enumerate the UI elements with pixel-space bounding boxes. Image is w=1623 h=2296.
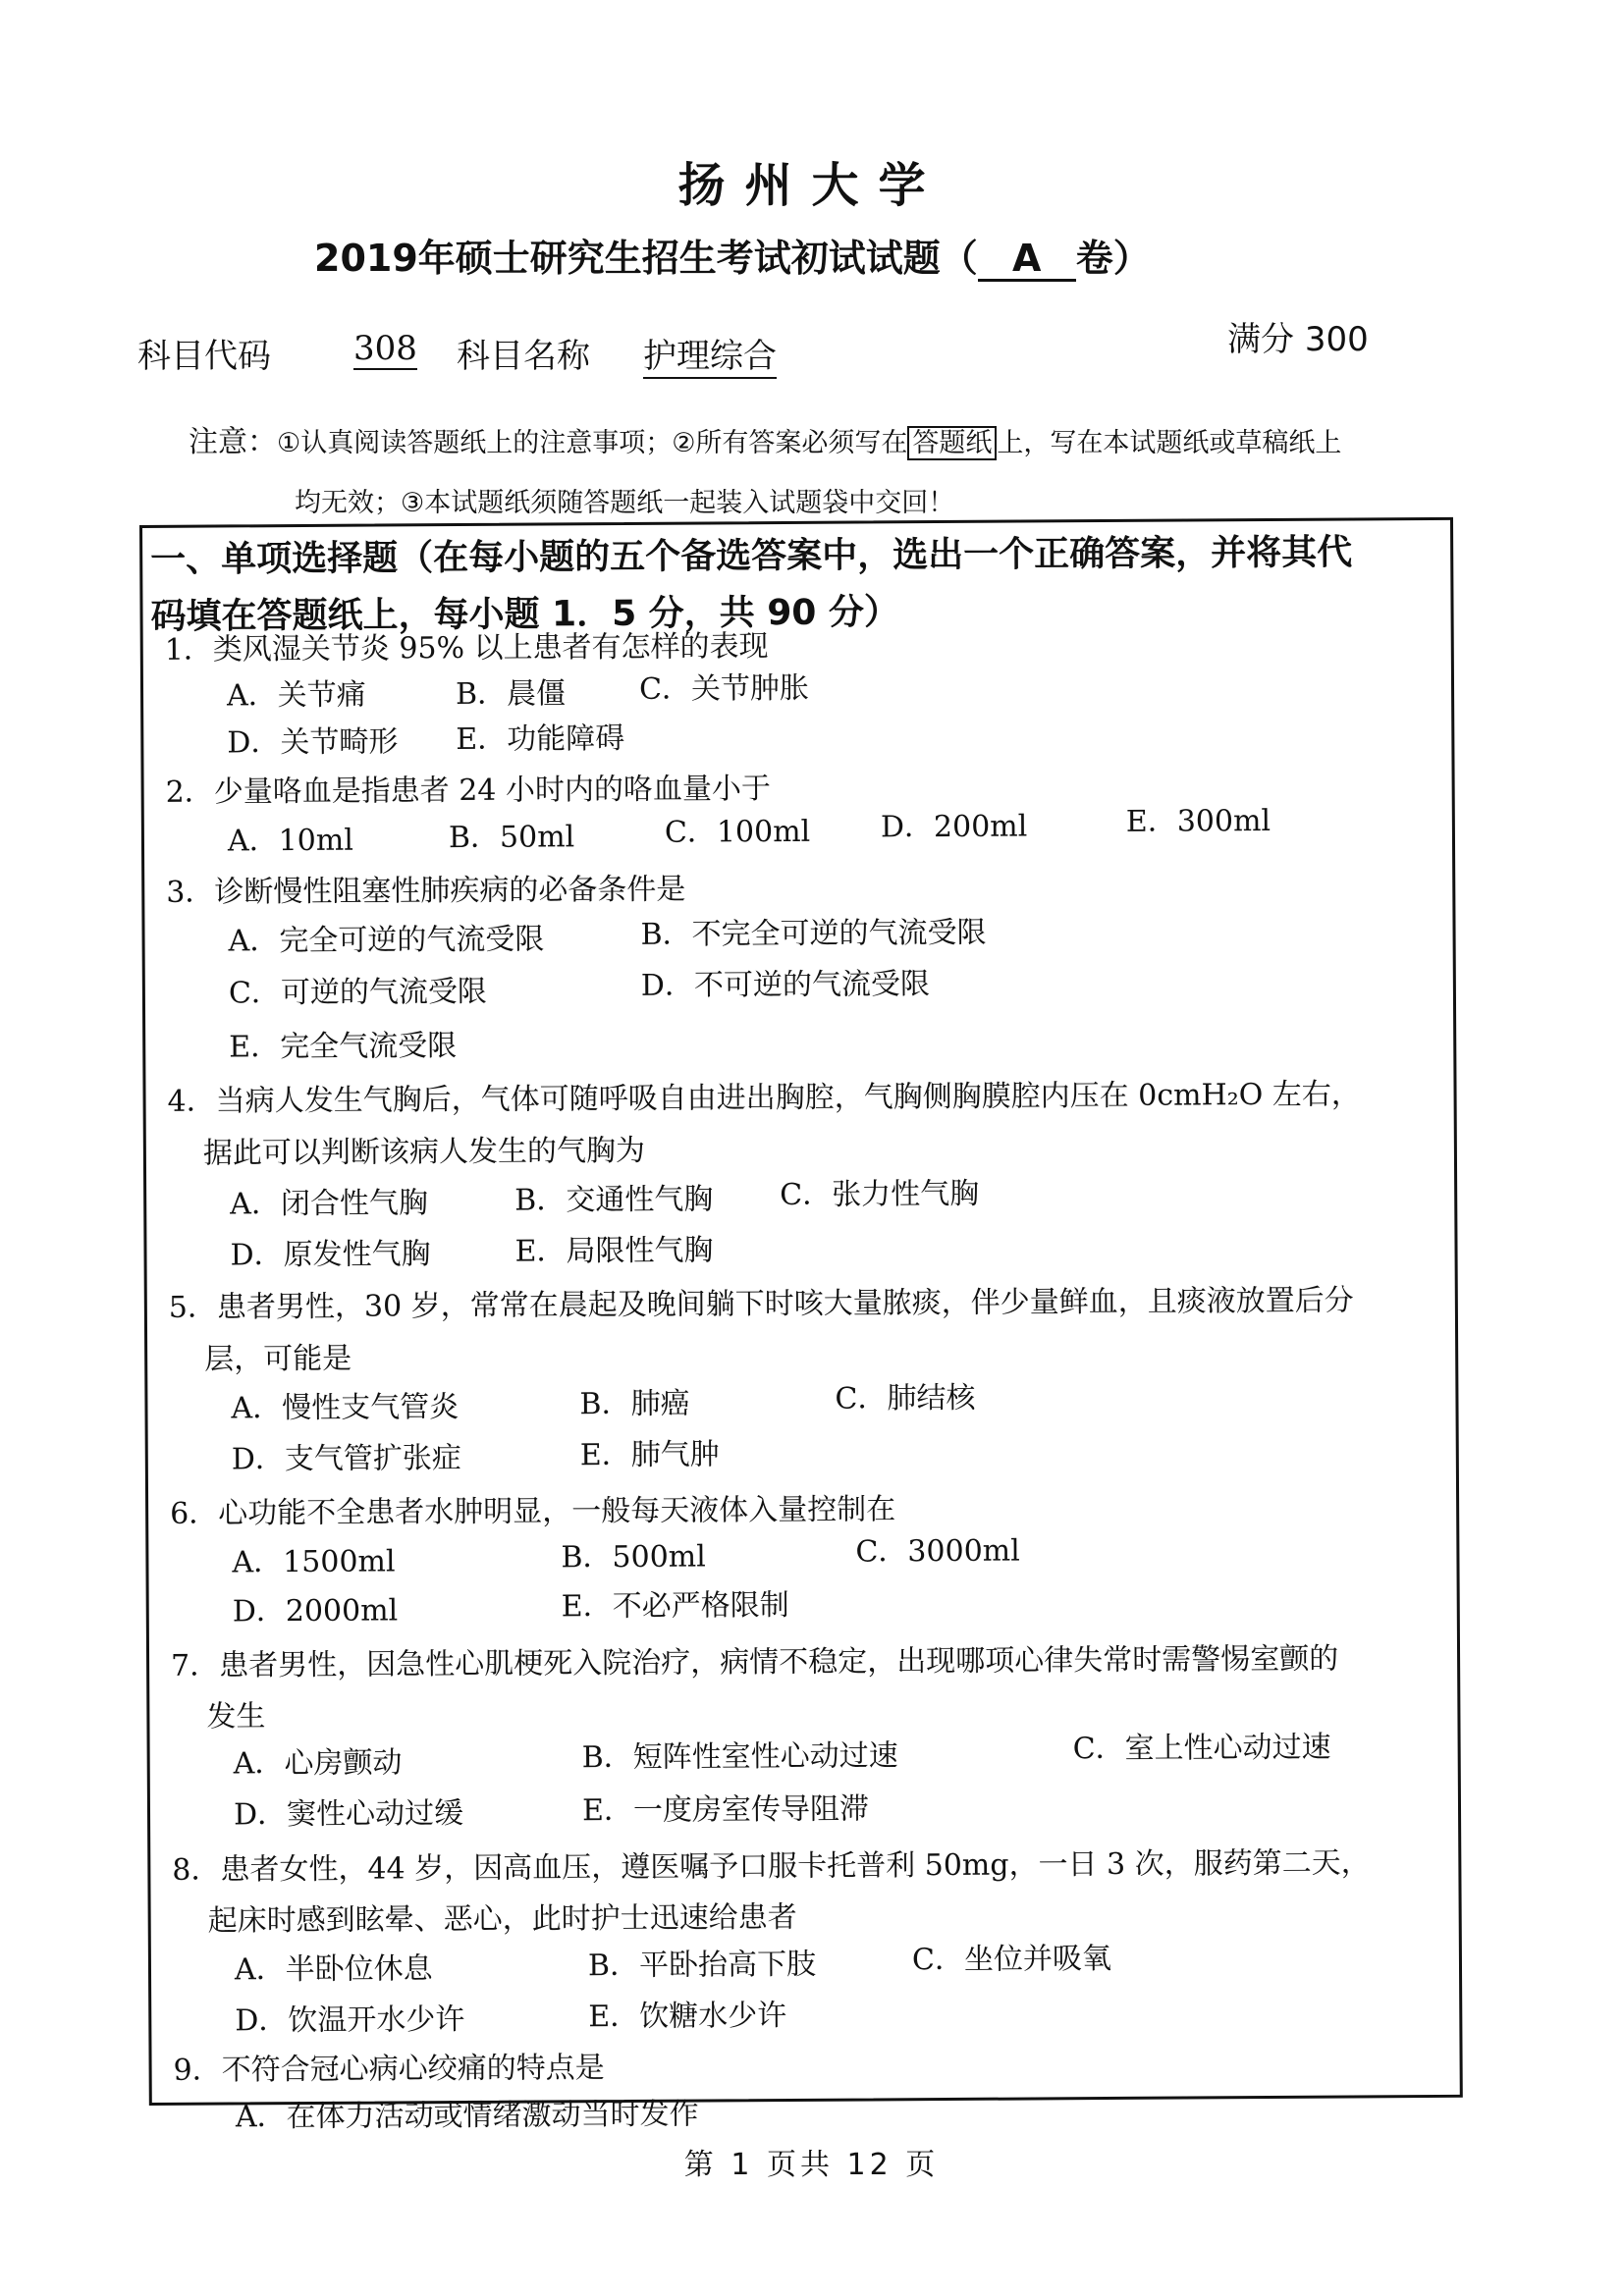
q4-option-c: C．张力性气胸 [780,1176,980,1213]
question-4: 4．当病人发生气胸后，气体可随呼吸自由进出胸腔，气胸侧胸膜腔内压在 0cmH₂O 左右， [167,1077,1361,1119]
q7-option-c: C．室上性心动过速 [1072,1730,1331,1767]
q3-option-d: D．不可逆的气流受限 [640,967,931,1003]
question-box [139,517,1463,2135]
q7-option-e: E．一度房室传导阻滞 [581,1791,870,1829]
q5-option-b: B．肺癌 [579,1386,690,1422]
question-4-line-2: 据此可以判断该病人发生的气胸为 [202,1133,646,1171]
section-title: 一、单项选择题（在每小题的五个备选答案中，选出一个正确答案，并将其代 码填在答题纸上，每小题 1．5 分，共 90 分） [150,532,1353,637]
q3-option-a: A．完全可逆的气流受限 [228,922,545,959]
exam-title [314,228,1151,282]
subject-name-label: 科目名称 [457,337,590,376]
q8-option-a: A．半卧位休息 [234,1951,433,1988]
question-2: 2．少量咯血是指患者 24 小时内的咯血量小于 [165,772,772,810]
q1-option-b: B．晨僵 [455,676,567,713]
q6-option-a: A．1500ml [232,1544,396,1580]
q8-option-e: E．饮糖水少许 [588,1999,787,2035]
notice-line-1: 注意：①认真阅读答题纸上的注意事项；②所有答案必须写在 答题纸 上，写在本试题纸或草稿纸上 [189,425,1342,459]
subject-code-label: 科目代码 [137,337,271,376]
question-1: 1．类风湿关节炎 95% 以上患者有怎样的表现 [164,629,769,667]
q2-option-b: B．50ml [448,820,575,856]
answer-sheet-boxed: 答题纸 [907,426,997,460]
q4-option-e: E．局限性气胸 [514,1233,714,1269]
q7-option-b: B．短阵性室性心动过速 [581,1738,898,1776]
q5-option-a: A．慢性支气管炎 [231,1390,460,1426]
question-9: 9．不符合冠心病心绞痛的特点是 [173,2051,605,2088]
q4-option-b: B．交通性气胸 [514,1182,714,1218]
notice-line-2: 均无效；③本试题纸须随答题纸一起装入试题袋中交回！ [295,488,955,518]
subject-code: 308 [353,329,417,368]
q6-option-c: C．3000ml [855,1533,1020,1570]
q6-option-b: B．500ml [561,1539,706,1575]
question-7: 7．患者男性，因急性心肌梗死入院治疗，病情不稳定，出现哪项心律失常时需警惕室颤的 [170,1641,1339,1683]
subject-name: 护理综合 [643,329,777,379]
university-title: 扬州大学 [677,158,946,213]
question-5-line-2: 层，可能是 [204,1341,352,1377]
question-8-line-2: 起床时感到眩晕、恶心，此时护士迅速给患者 [207,1899,797,1939]
question-8: 8．患者女性，44 岁，因高血压，遵医嘱予口服卡托普利 50mg，一日 3 次，服药第二天， [172,1845,1371,1888]
full-score [1227,312,1369,360]
q2-option-d: D．200ml [880,809,1028,845]
question-7-line-2: 发生 [206,1699,266,1735]
question-5: 5．患者男性，30 岁，常常在晨起及晚间躺下时咳大量脓痰，伴少量鲜血，且痰液放置后分 [168,1283,1354,1325]
q4-option-a: A．闭合性气胸 [230,1186,429,1222]
q6-option-e: E．不必严格限制 [561,1587,789,1625]
exam-title-prefix: 2019年硕士研究生招生考试初试试题（ [314,237,978,280]
q6-option-d: D．2000ml [232,1593,399,1629]
q7-option-d: D．窦性心动过缓 [233,1796,464,1833]
q5-option-c: C．肺结核 [835,1380,976,1416]
page-number: 第 1 页共 12 页 [683,2148,940,2182]
q1-option-d: D．关节畸形 [227,724,399,761]
notice-label: 注意： [189,425,277,459]
exam-title-suffix: 卷） [1075,237,1151,280]
q3-option-c: C．可逆的气流受限 [228,974,487,1011]
q7-option-a: A．心房颤动 [233,1745,403,1782]
full-score-label: 满分 [1227,320,1294,359]
q8-option-c: C．坐位并吸氧 [911,1941,1112,1978]
full-score-value: 300 [1304,320,1369,359]
question-6: 6．心功能不全患者水肿明显，一般每天液体入量控制在 [170,1492,896,1531]
paper-version: A [978,240,1076,282]
q9-option-a: A．在体力活动或情绪激动当时发作 [235,2097,699,2135]
q2-option-e: E．300ml [1125,803,1271,839]
q5-option-e: E．肺气肿 [579,1437,720,1473]
q1-option-c: C．关节肿胀 [638,670,810,707]
q8-option-d: D．饮温开水少许 [235,2002,465,2039]
q2-option-a: A．10ml [227,823,353,859]
q5-option-d: D．支气管扩张症 [231,1441,461,1477]
q1-option-a: A．关节痛 [226,677,366,714]
q4-option-d: D．原发性气胸 [230,1237,431,1273]
q8-option-b: B．平卧抬高下肢 [587,1947,817,1984]
question-3: 3．诊断慢性阻塞性肺疾病的必备条件是 [166,872,686,910]
q1-option-e: E．功能障碍 [456,721,625,758]
q3-option-e: E．完全气流受限 [229,1029,458,1065]
q3-option-b: B．不完全可逆的气流受限 [640,915,987,952]
q2-option-c: C．100ml [664,814,811,850]
